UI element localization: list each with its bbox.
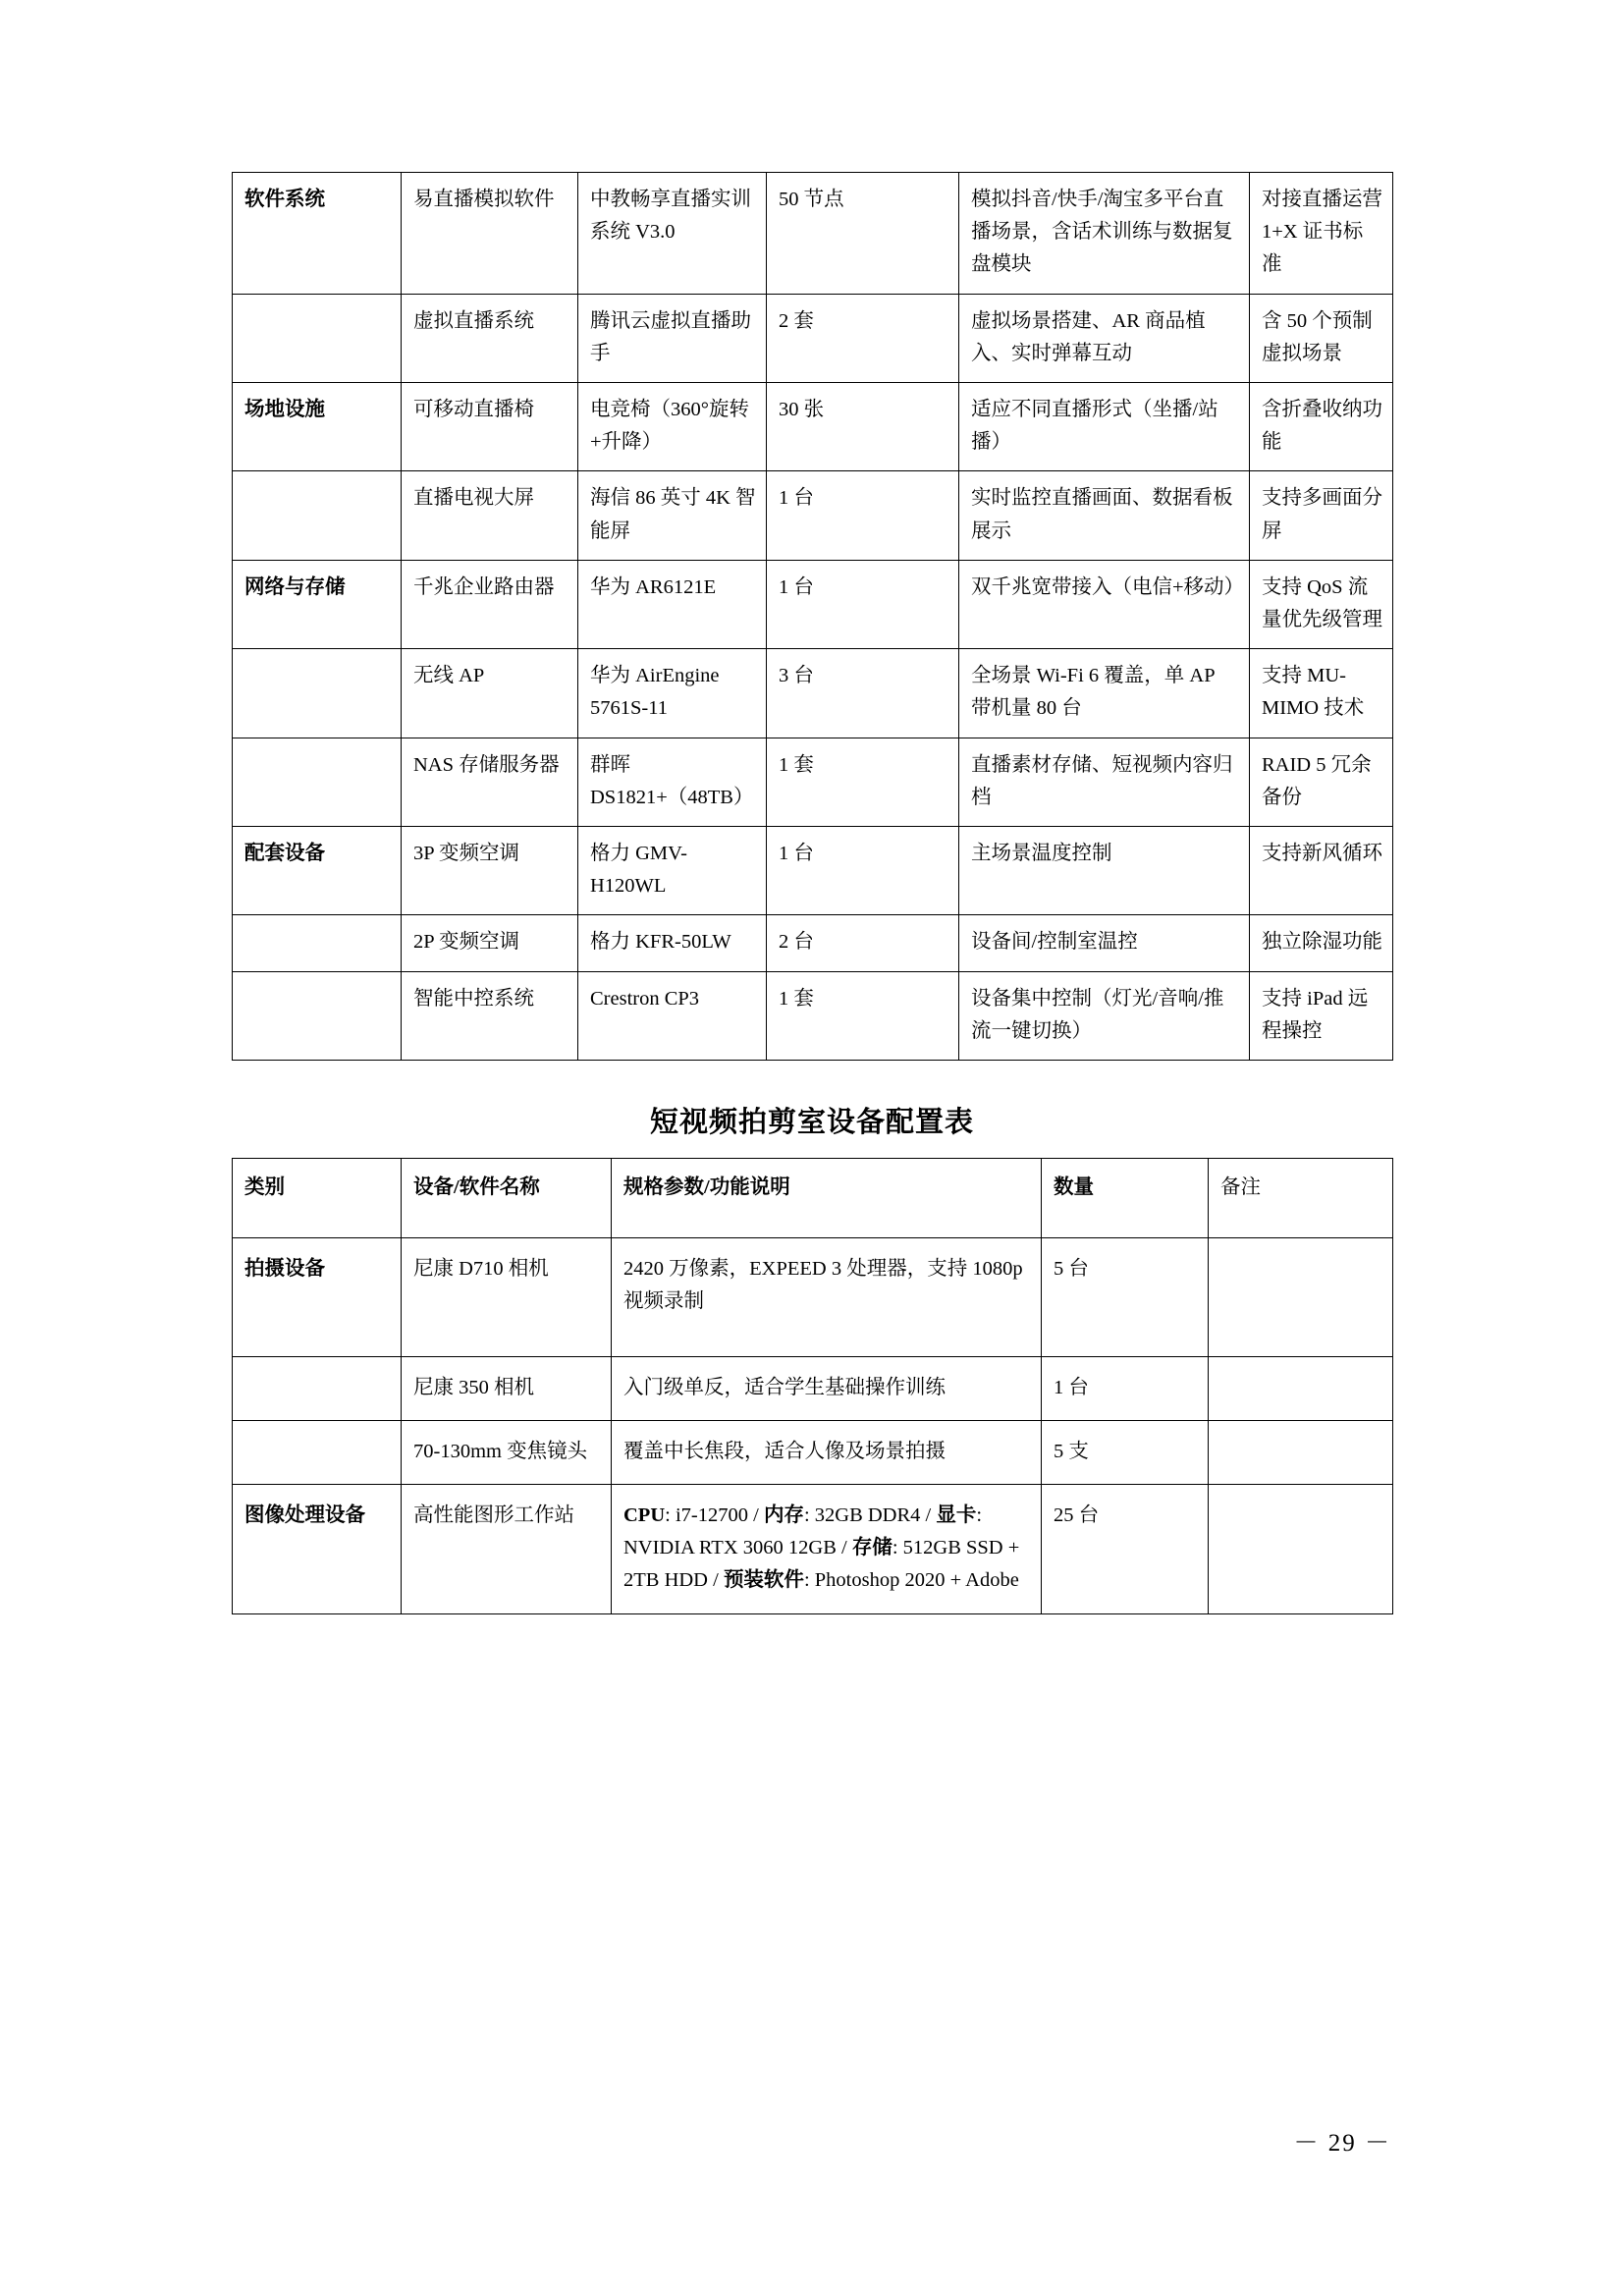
table-row (233, 649, 1393, 738)
cell-desc: 全场景 Wi-Fi 6 覆盖，单 AP 带机量 80 台 (959, 649, 1250, 738)
cell-category (233, 471, 402, 560)
table-row (233, 1356, 1393, 1420)
spec-label: 内存 (763, 1504, 804, 1527)
cell-name: 2P 变频空调 (402, 915, 578, 971)
cell-category: 软件系统 (233, 173, 402, 295)
spec-value: : 32GB DDR4 / (803, 1504, 937, 1527)
header-qty: 数量 (1042, 1159, 1209, 1238)
table-row (233, 1420, 1393, 1484)
table-row (233, 738, 1393, 826)
cell-qty: 1 套 (767, 971, 959, 1060)
cell-category (233, 738, 402, 826)
cell-category (233, 1420, 402, 1484)
cell-spec: 2420 万像素，EXPEED 3 处理器，支持 1080p 视频录制 (612, 1238, 1042, 1356)
cell-name: 高性能图形工作站 (402, 1485, 612, 1614)
spec-value: : Photoshop 2020 + Adobe (803, 1569, 1019, 1592)
cell-name: 尼康 350 相机 (402, 1356, 612, 1420)
cell-note: 支持 iPad 远程操控 (1250, 971, 1393, 1060)
cell-category (233, 294, 402, 382)
cell-category (233, 649, 402, 738)
cell-qty: 50 节点 (767, 173, 959, 295)
cell-desc: 模拟抖音/快手/淘宝多平台直播场景，含话术训练与数据复盘模块 (959, 173, 1250, 295)
equipment-table-live-streaming (232, 172, 1393, 1061)
cell-category: 网络与存储 (233, 560, 402, 648)
cell-name: 无线 AP (402, 649, 578, 738)
cell-note: 含折叠收纳功能 (1250, 383, 1393, 471)
table-row (233, 915, 1393, 971)
spec-value: : i7-12700 / (665, 1504, 764, 1527)
cell-note: 独立除湿功能 (1250, 915, 1393, 971)
page-number: － 29 － (1293, 2130, 1391, 2157)
header-spec: 规格参数/功能说明 (612, 1159, 1042, 1238)
cell-category: 图像处理设备 (233, 1485, 402, 1614)
cell-name: 易直播模拟软件 (402, 173, 578, 295)
cell-name: 尼康 D710 相机 (402, 1238, 612, 1356)
cell-category: 配套设备 (233, 827, 402, 915)
cell-qty: 1 台 (767, 471, 959, 560)
cell-spec: 格力 KFR-50LW (578, 915, 767, 971)
cell-qty: 30 张 (767, 383, 959, 471)
cell-desc: 直播素材存储、短视频内容归档 (959, 738, 1250, 826)
cell-qty: 1 台 (767, 560, 959, 648)
cell-spec: 华为 AR6121E (578, 560, 767, 648)
cell-spec-rich (612, 1485, 1042, 1614)
cell-note (1209, 1238, 1393, 1356)
table-row (233, 827, 1393, 915)
cell-qty: 1 台 (1042, 1356, 1209, 1420)
cell-spec: 腾讯云虚拟直播助手 (578, 294, 767, 382)
cell-category: 场地设施 (233, 383, 402, 471)
cell-qty: 2 台 (767, 915, 959, 971)
cell-note: 对接直播运营 1+X 证书标准 (1250, 173, 1393, 295)
cell-qty: 1 套 (767, 738, 959, 826)
cell-spec: 群晖 DS1821+（48TB） (578, 738, 767, 826)
cell-name: 可移动直播椅 (402, 383, 578, 471)
cell-note (1209, 1485, 1393, 1614)
cell-name: NAS 存储服务器 (402, 738, 578, 826)
table-row (233, 173, 1393, 295)
cell-category (233, 915, 402, 971)
spec-label: 存储 (851, 1537, 893, 1559)
table-row (233, 560, 1393, 648)
cell-spec: 华为 AirEngine 5761S-11 (578, 649, 767, 738)
cell-note: RAID 5 冗余备份 (1250, 738, 1393, 826)
spec-value: : 512GB SSD + 2TB HDD / (623, 1537, 1020, 1592)
cell-note: 支持新风循环 (1250, 827, 1393, 915)
cell-note: 含 50 个预制虚拟场景 (1250, 294, 1393, 382)
cell-desc: 实时监控直播画面、数据看板展示 (959, 471, 1250, 560)
cell-name: 虚拟直播系统 (402, 294, 578, 382)
spec-label: 预装软件 (723, 1569, 804, 1592)
cell-note: 支持多画面分屏 (1250, 471, 1393, 560)
cell-note: 支持 QoS 流量优先级管理 (1250, 560, 1393, 648)
cell-desc: 主场景温度控制 (959, 827, 1250, 915)
cell-name: 直播电视大屏 (402, 471, 578, 560)
cell-qty: 25 台 (1042, 1485, 1209, 1614)
header-category: 类别 (233, 1159, 402, 1238)
cell-desc: 适应不同直播形式（坐播/站播） (959, 383, 1250, 471)
table-row (233, 971, 1393, 1060)
cell-spec: Crestron CP3 (578, 971, 767, 1060)
cell-qty: 1 台 (767, 827, 959, 915)
cell-desc: 设备集中控制（灯光/音响/推流一键切换） (959, 971, 1250, 1060)
cell-qty: 3 台 (767, 649, 959, 738)
cell-qty: 2 套 (767, 294, 959, 382)
cell-category (233, 1356, 402, 1420)
cell-spec: 入门级单反，适合学生基础操作训练 (612, 1356, 1042, 1420)
cell-name: 3P 变频空调 (402, 827, 578, 915)
page-content (232, 172, 1392, 1614)
spec-value: : NVIDIA RTX 3060 12GB / (623, 1504, 983, 1559)
table-row (233, 471, 1393, 560)
equipment-table-video-editing (232, 1158, 1393, 1614)
table-row (233, 294, 1393, 382)
cell-desc: 双千兆宽带接入（电信+移动） (959, 560, 1250, 648)
cell-desc: 设备间/控制室温控 (959, 915, 1250, 971)
table-header-row (233, 1159, 1393, 1238)
cell-category: 拍摄设备 (233, 1238, 402, 1356)
cell-qty: 5 台 (1042, 1238, 1209, 1356)
cell-name: 智能中控系统 (402, 971, 578, 1060)
cell-note: 支持 MU-MIMO 技术 (1250, 649, 1393, 738)
cell-name: 70-130mm 变焦镜头 (402, 1420, 612, 1484)
table-row (233, 383, 1393, 471)
cell-name: 千兆企业路由器 (402, 560, 578, 648)
cell-qty: 5 支 (1042, 1420, 1209, 1484)
cell-category (233, 971, 402, 1060)
table-row (233, 1485, 1393, 1614)
header-note: 备注 (1209, 1159, 1393, 1238)
cell-spec: 电竞椅（360°旋转+升降） (578, 383, 767, 471)
cell-note (1209, 1420, 1393, 1484)
cell-desc: 虚拟场景搭建、AR 商品植入、实时弹幕互动 (959, 294, 1250, 382)
cell-note (1209, 1356, 1393, 1420)
spec-label: CPU (623, 1504, 666, 1527)
cell-spec: 中教畅享直播实训系统 V3.0 (578, 173, 767, 295)
cell-spec: 海信 86 英寸 4K 智能屏 (578, 471, 767, 560)
cell-spec: 覆盖中长焦段，适合人像及场景拍摄 (612, 1420, 1042, 1484)
cell-spec: 格力 GMV-H120WL (578, 827, 767, 915)
table-row (233, 1238, 1393, 1356)
section-title: 短视频拍剪室设备配置表 (649, 1107, 974, 1139)
header-name: 设备/软件名称 (402, 1159, 612, 1238)
spec-label: 显卡 (936, 1504, 977, 1527)
